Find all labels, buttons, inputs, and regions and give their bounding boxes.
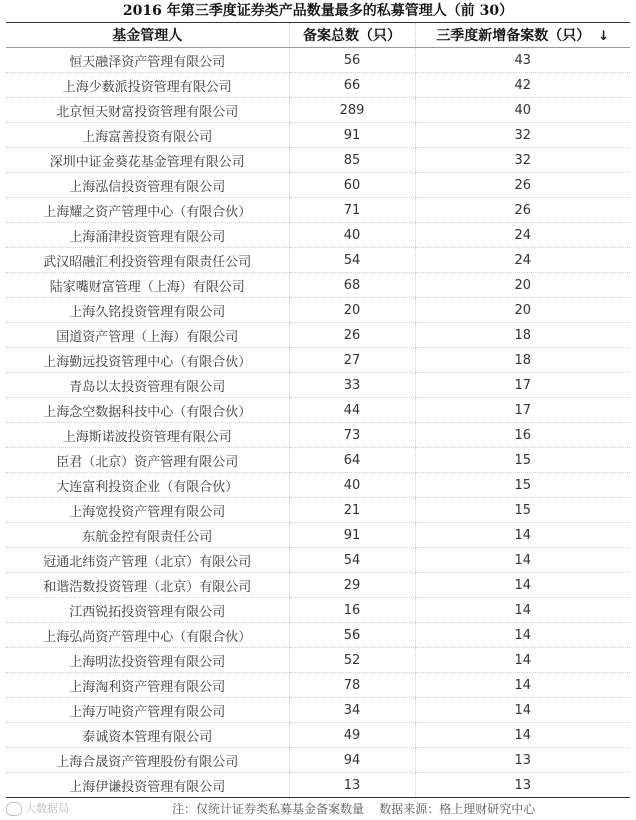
table-row: [6, 548, 630, 573]
cell-total-filed: 56: [289, 48, 415, 73]
cell-total-filed: 13: [289, 773, 415, 798]
cell-q3-new-filed: 18: [415, 348, 630, 373]
cell-q3-new-filed: 32: [415, 123, 630, 148]
cell-q3-new-filed: 16: [415, 423, 630, 448]
cell-total-filed: 85: [289, 148, 415, 173]
table-row: [6, 423, 630, 448]
header-label: 基金管理人: [112, 28, 183, 44]
watermark-text: 大数据局: [25, 802, 69, 815]
cell-fund-manager: 上海伊谦投资管理有限公司: [6, 773, 289, 798]
cell-fund-manager: 上海明汯投资管理有限公司: [6, 648, 289, 673]
cell-total-filed: 40: [289, 223, 415, 248]
table-row: [6, 323, 630, 348]
cell-total-filed: 94: [289, 748, 415, 773]
cell-total-filed: 20: [289, 298, 415, 323]
cell-q3-new-filed: 40: [415, 98, 630, 123]
header-label: 备案总数（只）: [303, 28, 401, 44]
cell-fund-manager: 上海淘利资产管理有限公司: [6, 673, 289, 698]
table-row: [6, 298, 630, 323]
cell-fund-manager: 东航金控有限责任公司: [6, 523, 289, 548]
cell-total-filed: 64: [289, 448, 415, 473]
cell-q3-new-filed: 43: [415, 48, 630, 73]
cell-q3-new-filed: 14: [415, 648, 630, 673]
table-row: [6, 623, 630, 648]
cell-fund-manager: 上海久铭投资管理有限公司: [6, 298, 289, 323]
cell-total-filed: 52: [289, 648, 415, 673]
cell-total-filed: 33: [289, 373, 415, 398]
cell-fund-manager: 大连富利投资企业（有限合伙）: [6, 473, 289, 498]
header-q3-new-filed[interactable]: [415, 23, 630, 48]
cell-fund-manager: 上海斯诺波投资管理有限公司: [6, 423, 289, 448]
table-row: [6, 223, 630, 248]
table-row: [6, 473, 630, 498]
cell-total-filed: 78: [289, 673, 415, 698]
cell-total-filed: 54: [289, 548, 415, 573]
cell-q3-new-filed: 14: [415, 573, 630, 598]
cell-fund-manager: 上海富善投资有限公司: [6, 123, 289, 148]
table-header: [6, 23, 630, 48]
cell-fund-manager: 和谐浩数投资管理（北京）有限公司: [6, 573, 289, 598]
header-row: [6, 23, 630, 48]
cell-q3-new-filed: 15: [415, 473, 630, 498]
table-row: [6, 98, 630, 123]
cell-total-filed: 91: [289, 523, 415, 548]
cell-fund-manager: 武汉昭融汇利投资管理有限责任公司: [6, 248, 289, 273]
cell-q3-new-filed: 26: [415, 198, 630, 223]
arrow-down-icon[interactable]: ↓: [598, 29, 610, 44]
cell-total-filed: 21: [289, 498, 415, 523]
table-row: [6, 498, 630, 523]
cell-q3-new-filed: 14: [415, 523, 630, 548]
cell-fund-manager: 恒天融泽资产管理有限公司: [6, 48, 289, 73]
table-row: [6, 723, 630, 748]
cell-total-filed: 54: [289, 248, 415, 273]
table-row: [6, 173, 630, 198]
cell-q3-new-filed: 26: [415, 173, 630, 198]
table-row: [6, 673, 630, 698]
cell-fund-manager: 国道资产管理（上海）有限公司: [6, 323, 289, 348]
cell-q3-new-filed: 14: [415, 723, 630, 748]
cell-q3-new-filed: 14: [415, 548, 630, 573]
cell-q3-new-filed: 17: [415, 373, 630, 398]
cell-q3-new-filed: 20: [415, 298, 630, 323]
table-row: [6, 198, 630, 223]
cell-total-filed: 56: [289, 623, 415, 648]
table-title: 2016 年第三季度证券类产品数量最多的私募管理人（前 30）: [122, 3, 514, 19]
cell-fund-manager: 上海念空数据科技中心（有限合伙）: [6, 398, 289, 423]
cell-total-filed: 16: [289, 598, 415, 623]
cell-fund-manager: 上海合晟资产管理股份有限公司: [6, 748, 289, 773]
cell-fund-manager: 上海耀之资产管理中心（有限合伙）: [6, 198, 289, 223]
cell-q3-new-filed: 17: [415, 398, 630, 423]
cell-fund-manager: 上海少薮派投资管理有限公司: [6, 73, 289, 98]
table-row: [6, 748, 630, 773]
cell-fund-manager: 冠通北纬资产管理（北京）有限公司: [6, 548, 289, 573]
cell-fund-manager: 上海涌津投资管理有限公司: [6, 223, 289, 248]
cell-fund-manager: 上海泓信投资管理有限公司: [6, 173, 289, 198]
table-row: [6, 523, 630, 548]
table-row: [6, 248, 630, 273]
cell-fund-manager: 泰诚资本管理有限公司: [6, 723, 289, 748]
cell-q3-new-filed: 18: [415, 323, 630, 348]
header-label: 三季度新增备案数（只）: [436, 28, 591, 44]
cell-total-filed: 49: [289, 723, 415, 748]
cell-q3-new-filed: 15: [415, 498, 630, 523]
table-row: [6, 648, 630, 673]
cell-fund-manager: 江西锐拓投资管理有限公司: [6, 598, 289, 623]
cell-q3-new-filed: 42: [415, 73, 630, 98]
cell-total-filed: 44: [289, 398, 415, 423]
header-total-filed[interactable]: [289, 23, 415, 48]
cell-q3-new-filed: 14: [415, 598, 630, 623]
cell-q3-new-filed: 13: [415, 773, 630, 798]
cell-fund-manager: 北京恒天财富投资管理有限公司: [6, 98, 289, 123]
cell-q3-new-filed: 14: [415, 623, 630, 648]
table-row: [6, 48, 630, 73]
cell-q3-new-filed: 14: [415, 673, 630, 698]
cell-total-filed: 289: [289, 98, 415, 123]
cell-total-filed: 68: [289, 273, 415, 298]
header-fund-manager[interactable]: [6, 23, 289, 48]
table-row: [6, 273, 630, 298]
cell-total-filed: 34: [289, 698, 415, 723]
table-row: [6, 773, 630, 798]
cell-total-filed: 29: [289, 573, 415, 598]
cell-q3-new-filed: 20: [415, 273, 630, 298]
cell-q3-new-filed: 32: [415, 148, 630, 173]
cell-q3-new-filed: 15: [415, 448, 630, 473]
cell-fund-manager: 上海万吨资产管理有限公司: [6, 698, 289, 723]
table-row: [6, 698, 630, 723]
manager-table: [6, 22, 630, 798]
table-row: [6, 148, 630, 173]
cell-fund-manager: 陆家嘴财富管理（上海）有限公司: [6, 273, 289, 298]
table-row: [6, 448, 630, 473]
cell-q3-new-filed: 24: [415, 248, 630, 273]
cell-fund-manager: 青岛以太投资管理有限公司: [6, 373, 289, 398]
footer: [0, 798, 636, 818]
cell-total-filed: 91: [289, 123, 415, 148]
cell-fund-manager: 上海弘尚资产管理中心（有限合伙）: [6, 623, 289, 648]
cell-total-filed: 26: [289, 323, 415, 348]
cell-fund-manager: 深圳中证金葵花基金管理有限公司: [6, 148, 289, 173]
cell-total-filed: 40: [289, 473, 415, 498]
table-row: [6, 398, 630, 423]
cell-q3-new-filed: 14: [415, 698, 630, 723]
cell-q3-new-filed: 13: [415, 748, 630, 773]
cell-total-filed: 71: [289, 198, 415, 223]
table-row: [6, 573, 630, 598]
cell-fund-manager: 臣君（北京）资产管理有限公司: [6, 448, 289, 473]
cell-fund-manager: 上海宽投资产管理有限公司: [6, 498, 289, 523]
cell-total-filed: 73: [289, 423, 415, 448]
table-row: [6, 348, 630, 373]
cell-total-filed: 66: [289, 73, 415, 98]
source-note: 注：仅统计证券类私募基金备案数量 数据来源：格上理财研究中心: [172, 802, 536, 816]
cell-q3-new-filed: 24: [415, 223, 630, 248]
table-row: [6, 598, 630, 623]
table-row: [6, 373, 630, 398]
cell-total-filed: 27: [289, 348, 415, 373]
watermark-logo-icon: [6, 802, 22, 816]
cell-fund-manager: 上海勤远投资管理中心（有限合伙）: [6, 348, 289, 373]
table-row: [6, 123, 630, 148]
table-row: [6, 73, 630, 98]
watermark: [6, 800, 69, 816]
table-body: [6, 48, 630, 798]
cell-total-filed: 60: [289, 173, 415, 198]
